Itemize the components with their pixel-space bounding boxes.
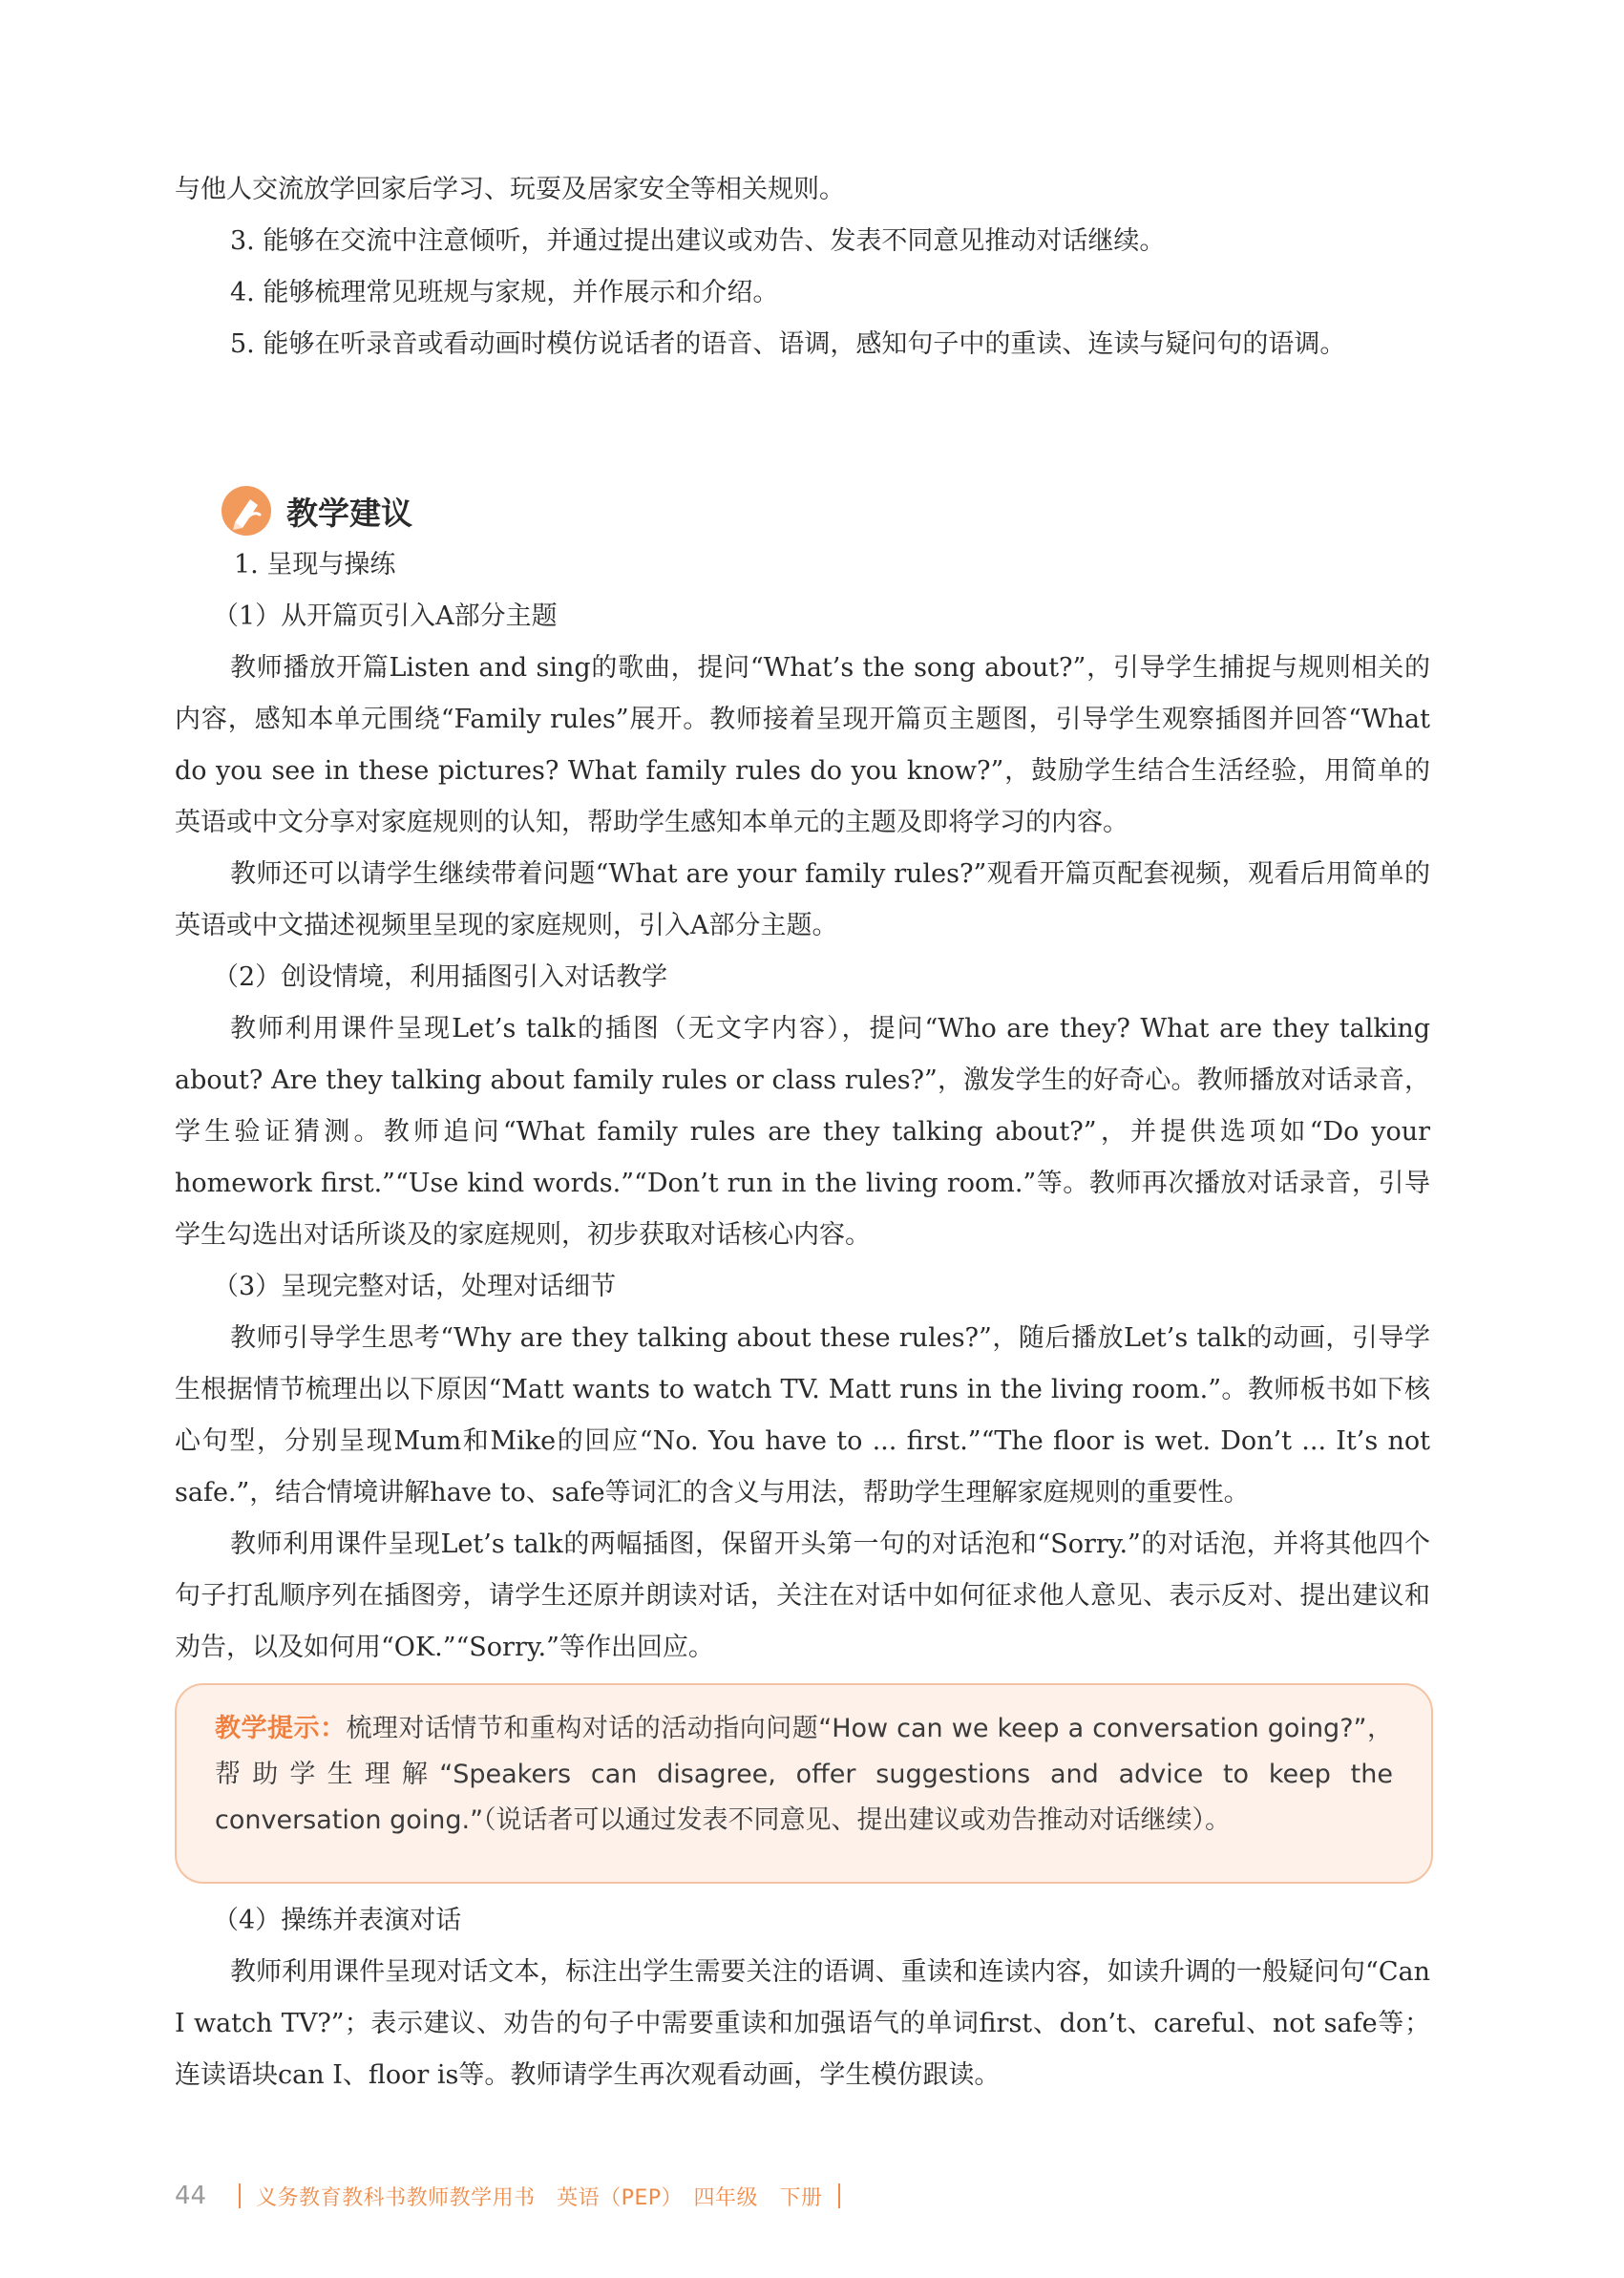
subsection-title: （3）呈现完整对话，处理对话细节 bbox=[213, 1272, 617, 1301]
teaching-tip-box bbox=[175, 1683, 1433, 1884]
paragraph: 教师利用课件呈现Let’s talk的两幅插图，保留开头第一句的对话泡和“Sorry.”的对话泡，并将其他四个句子打乱顺序列在插图旁，请学生还原并朗读对话，关注在对话中如何征求他人意见、表示反对、提出建议和劝告，以及如何用“OK.”“Sorry.”等作出回应。 bbox=[175, 1529, 1430, 1662]
paragraph: 教师利用课件呈现对话文本，标注出学生需要关注的语调、重读和连读内容，如读升调的一般疑问句“Can I watch TV?”；表示建议、劝告的句子中需要重读和加强语气的单词first、don’t、careful、not safe等；连读语块can I、floor is等。教师请学生再次观看动画，学生模仿跟读。 bbox=[175, 1957, 1430, 2090]
paragraph: 与他人交流放学回家后学习、玩耍及居家安全等相关规则。 bbox=[175, 175, 845, 204]
continued-text-block bbox=[175, 1895, 1430, 2101]
paragraph: 教师利用课件呈现Let’s talk的插图（无文字内容），提问“Who are they? What are they talking about? Are they talking about family rules or class rules?”，激发学生的好奇心。教师播放对话录音，学生验证猜测。教师追问“What family rules are they talking about?”，并提供选项如“Do your homework first.”“Use kind words.”“Don’t run in the living room.”等。教师再次播放对话录音，引导学生勾选出对话所谈及的家庭规则，初步获取对话核心内容。 bbox=[175, 1014, 1430, 1250]
paragraph: 教师还可以请学生继续带着问题“What are your family rules?”观看开篇页配套视频，观看后用简单的英语或中文描述视频里呈现的家庭规则，引入A部分主题。 bbox=[175, 859, 1430, 940]
list-item: 4. 能够梳理常见班规与家规，并作展示和介绍。 bbox=[230, 278, 779, 307]
main-text-block bbox=[175, 539, 1430, 1674]
section-heading bbox=[221, 482, 412, 539]
pencil-circle-icon bbox=[221, 486, 271, 536]
subsection-heading: 1. 呈现与操练 bbox=[234, 550, 396, 580]
book-title: 义务教育教科书教师教学用书 英语（PEP） 四年级 下册 bbox=[256, 2185, 823, 2210]
page-number: 44 bbox=[175, 2182, 207, 2210]
page-footer bbox=[175, 2179, 840, 2213]
list-item: 5. 能够在听录音或看动画时模仿说话者的语音、语调，感知句子中的重读、连读与疑问句的语调。 bbox=[230, 329, 1346, 359]
subsection-title: （2）创设情境，利用插图引入对话教学 bbox=[213, 962, 668, 992]
footer-divider bbox=[239, 2183, 241, 2208]
subsection-title: （1）从开篇页引入A部分主题 bbox=[213, 601, 558, 631]
section-title: 教学建议 bbox=[286, 494, 412, 532]
tip-label: 教学提示： bbox=[215, 1714, 347, 1743]
subsection-title: （4）操练并表演对话 bbox=[213, 1906, 462, 1935]
top-text-block bbox=[175, 164, 1430, 370]
paragraph: 教师播放开篇Listen and sing的歌曲，提问“What’s the song about?”，引导学生捕捉与规则相关的内容，感知本单元围绕“Family rules”展开。教师接着呈现开篇页主题图，引导学生观察插图并回答“What do you see in these pictures? What family rules do you know?”，鼓励学生结合生活经验，用简单的英语或中文分享对家庭规则的认知，帮助学生感知本单元的主题及即将学习的内容。 bbox=[175, 653, 1430, 837]
paragraph: 教师引导学生思考“Why are they talking about these rules?”，随后播放Let’s talk的动画，引导学生根据情节梳理出以下原因“Matt wants to watch TV. Matt runs in the living room.”。教师板书如下核心句型，分别呈现Mum和Mike的回应“No. You have to ... first.”“The floor is wet. Don’t ... It’s not safe.”，结合情境讲解have to、safe等词汇的含义与用法，帮助学生理解家庭规则的重要性。 bbox=[175, 1323, 1430, 1508]
tip-text: 梳理对话情节和重构对话的活动指向问题“How can we keep a conversation going?”，帮助学生理解“Speakers can disagree, offer suggestions and advice to keep the conversation going.”（说话者可以通过发表不同意见、提出建议或劝告推动对话继续）。 bbox=[215, 1714, 1394, 1835]
list-item: 3. 能够在交流中注意倾听，并通过提出建议或劝告、发表不同意见推动对话继续。 bbox=[230, 226, 1166, 256]
footer-divider bbox=[838, 2183, 840, 2208]
